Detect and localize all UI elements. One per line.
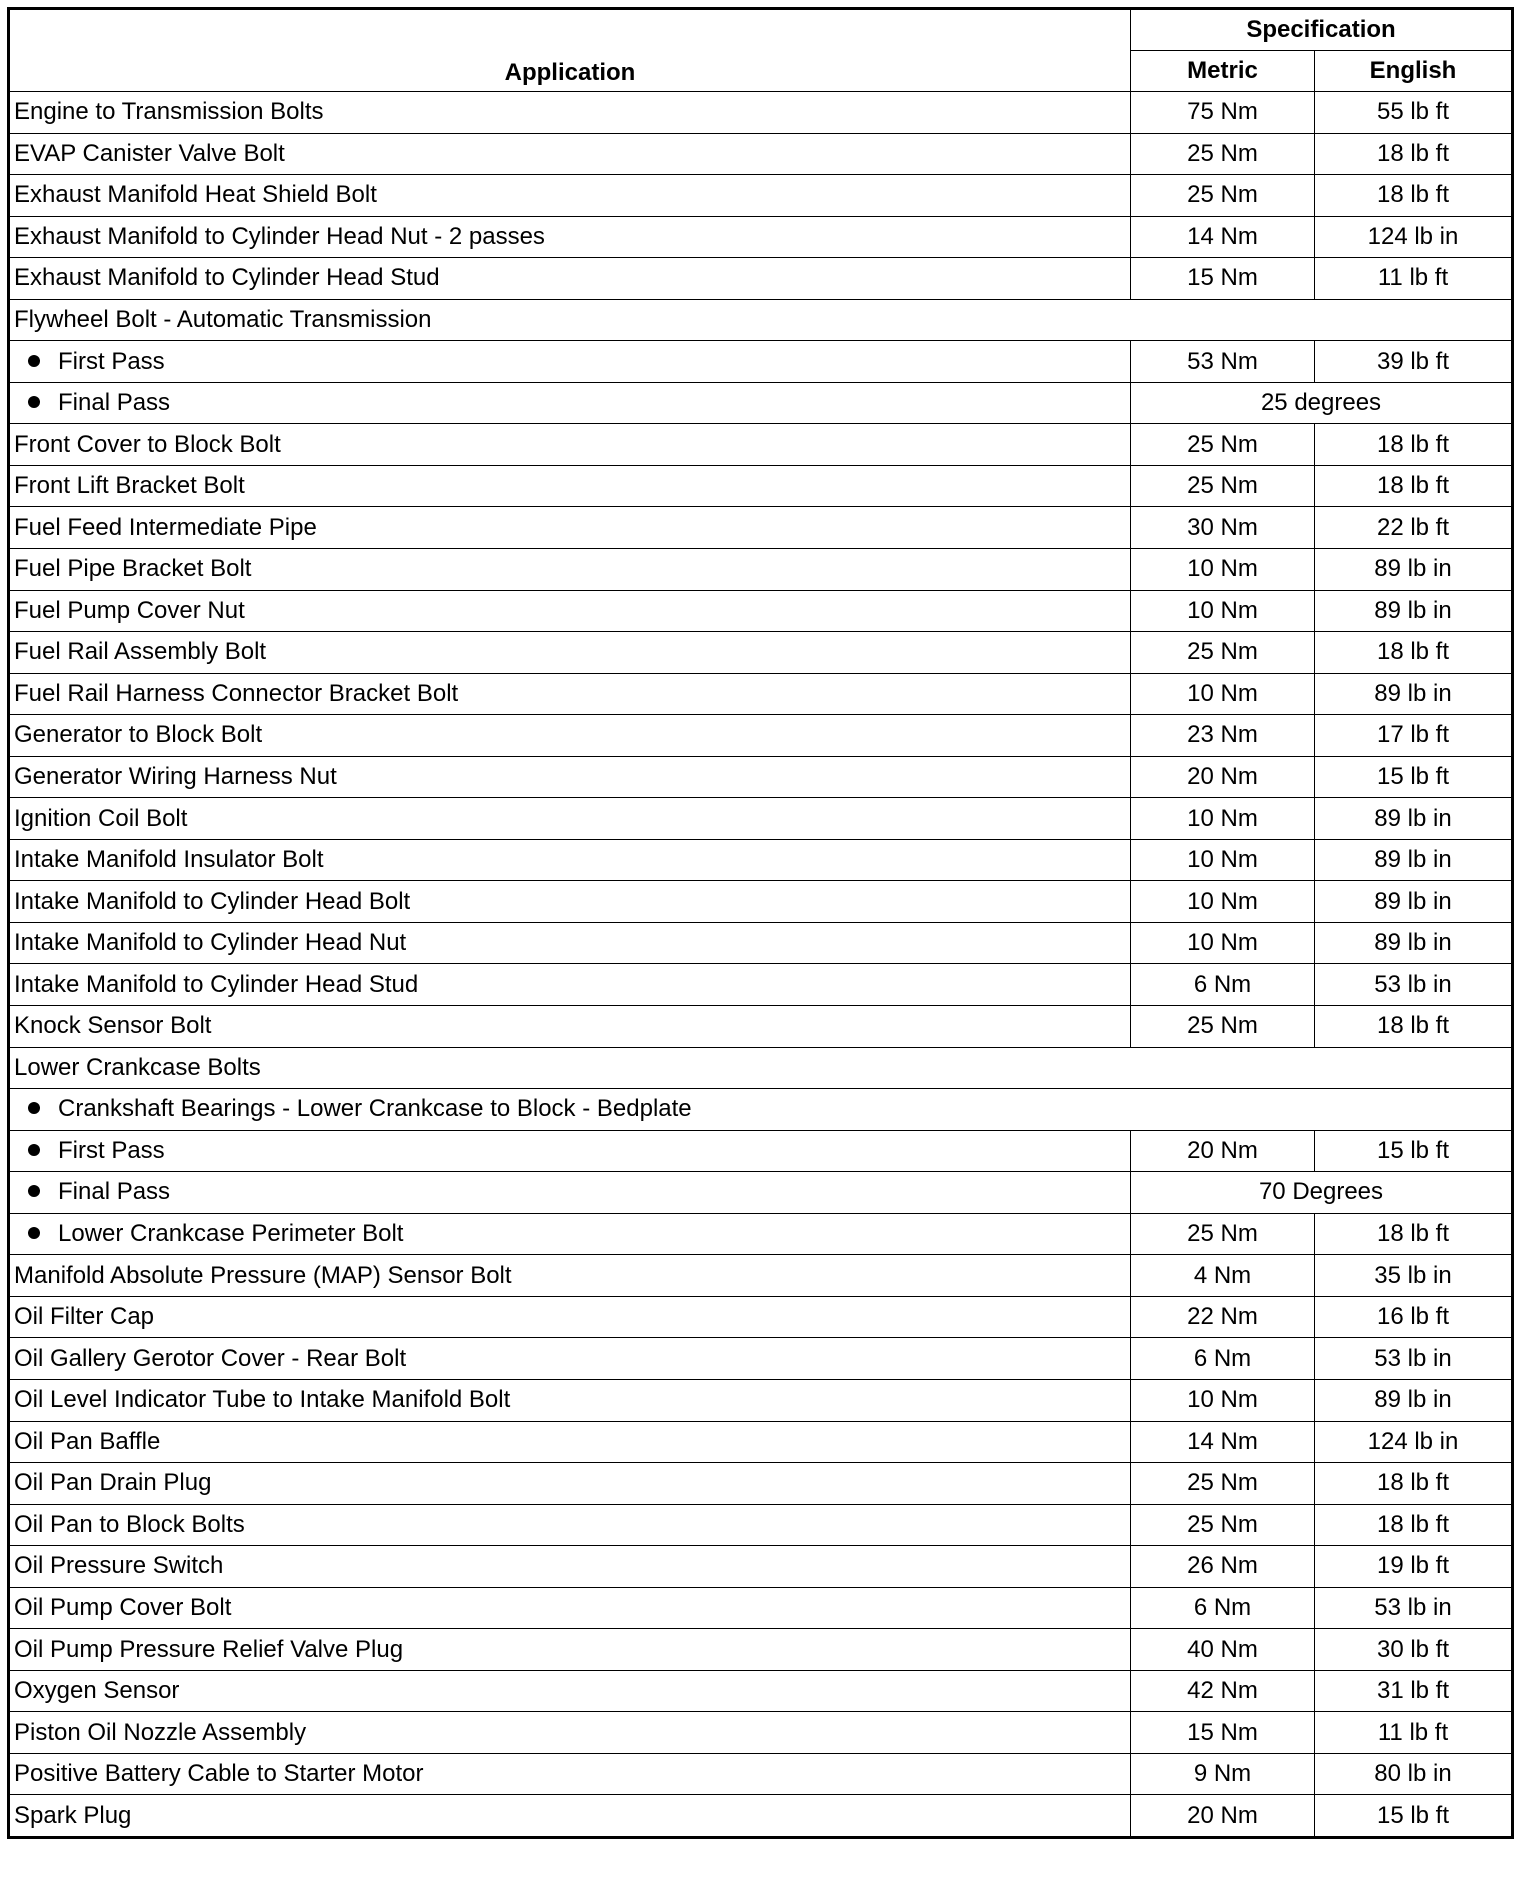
application-cell <box>9 133 1131 175</box>
english-cell: 19 lb ft <box>1315 1546 1513 1588</box>
application-label: First Pass <box>58 1136 165 1164</box>
table-row <box>9 1296 1513 1338</box>
bullet-icon <box>28 1227 40 1239</box>
english-cell: 15 lb ft <box>1315 1130 1513 1172</box>
metric-cell: 25 Nm <box>1131 424 1315 466</box>
application-label: Final Pass <box>58 1178 171 1206</box>
specification-header: Specification <box>1131 9 1513 51</box>
metric-cell: 14 Nm <box>1131 1421 1315 1463</box>
table-row <box>9 133 1513 175</box>
table-body <box>9 92 1513 1838</box>
application-cell <box>9 673 1131 715</box>
metric-cell: 10 Nm <box>1131 673 1315 715</box>
application-cell <box>9 798 1131 840</box>
metric-cell: 9 Nm <box>1131 1753 1315 1795</box>
angle-spec-cell: 70 Degrees <box>1131 1172 1513 1214</box>
application-cell <box>9 1255 1131 1297</box>
application-label: Oil Pump Cover Bolt <box>14 1593 232 1621</box>
application-label: Oil Pan Baffle <box>14 1427 161 1455</box>
application-cell <box>9 1712 1131 1754</box>
application-cell <box>9 1795 1131 1838</box>
table-row <box>9 1421 1513 1463</box>
application-label: Generator to Block Bolt <box>14 721 263 749</box>
application-header: Application <box>9 9 1131 92</box>
metric-cell: 25 Nm <box>1131 175 1315 217</box>
bullet-icon <box>28 1185 40 1197</box>
english-cell: 89 lb in <box>1315 1379 1513 1421</box>
table-row <box>9 1089 1513 1131</box>
torque-spec-table <box>7 7 1514 1839</box>
application-label: First Pass <box>58 347 165 375</box>
table-row <box>9 756 1513 798</box>
bullet-icon <box>28 396 40 408</box>
application-label: Oil Pressure Switch <box>14 1552 224 1580</box>
application-label: Piston Oil Nozzle Assembly <box>14 1718 307 1746</box>
table-row <box>9 382 1513 424</box>
table-row <box>9 507 1513 549</box>
application-cell <box>9 1629 1131 1671</box>
english-cell: 124 lb in <box>1315 1421 1513 1463</box>
table-row <box>9 1130 1513 1172</box>
application-label: Lower Crankcase Perimeter Bolt <box>58 1220 404 1248</box>
english-cell: 17 lb ft <box>1315 715 1513 757</box>
table-row <box>9 299 1513 341</box>
application-label: Front Lift Bracket Bolt <box>14 472 245 500</box>
application-cell <box>9 1130 1131 1172</box>
application-cell <box>9 756 1131 798</box>
application-cell <box>9 1463 1131 1505</box>
english-cell: 11 lb ft <box>1315 1712 1513 1754</box>
application-cell <box>9 1296 1131 1338</box>
application-label: Flywheel Bolt - Automatic Transmission <box>14 306 432 333</box>
table-row <box>9 632 1513 674</box>
application-label: Oil Pan to Block Bolts <box>14 1510 245 1538</box>
metric-cell: 20 Nm <box>1131 756 1315 798</box>
table-row <box>9 922 1513 964</box>
application-label: Fuel Rail Assembly Bolt <box>14 638 267 666</box>
metric-cell: 42 Nm <box>1131 1670 1315 1712</box>
application-cell <box>9 1006 1131 1048</box>
application-cell <box>9 881 1131 923</box>
table-row <box>9 1463 1513 1505</box>
application-cell <box>9 1587 1131 1629</box>
english-cell: 30 lb ft <box>1315 1629 1513 1671</box>
metric-cell: 25 Nm <box>1131 465 1315 507</box>
english-cell: 18 lb ft <box>1315 1463 1513 1505</box>
table-row <box>9 839 1513 881</box>
metric-cell: 20 Nm <box>1131 1130 1315 1172</box>
application-label: Oil Level Indicator Tube to Intake Manifold Bolt <box>14 1386 511 1414</box>
application-cell <box>9 1089 1513 1131</box>
english-cell: 53 lb in <box>1315 1338 1513 1380</box>
application-label: Oil Gallery Gerotor Cover - Rear Bolt <box>14 1344 407 1372</box>
english-cell: 18 lb ft <box>1315 424 1513 466</box>
english-cell: 124 lb in <box>1315 216 1513 258</box>
table-row <box>9 798 1513 840</box>
application-label: Fuel Rail Harness Connector Bracket Bolt <box>14 679 459 707</box>
application-label: Oxygen Sensor <box>14 1677 180 1705</box>
table-row <box>9 1546 1513 1588</box>
metric-cell: 10 Nm <box>1131 549 1315 591</box>
table-row <box>9 590 1513 632</box>
application-label: Front Cover to Block Bolt <box>14 430 281 458</box>
table-row <box>9 1795 1513 1838</box>
metric-cell: 75 Nm <box>1131 92 1315 134</box>
english-cell: 15 lb ft <box>1315 1795 1513 1838</box>
metric-cell: 14 Nm <box>1131 216 1315 258</box>
english-cell: 39 lb ft <box>1315 341 1513 383</box>
english-cell: 18 lb ft <box>1315 632 1513 674</box>
table-row <box>9 424 1513 466</box>
english-cell: 18 lb ft <box>1315 1213 1513 1255</box>
metric-cell: 53 Nm <box>1131 341 1315 383</box>
table-row <box>9 1712 1513 1754</box>
application-cell <box>9 175 1131 217</box>
application-cell <box>9 715 1131 757</box>
application-cell <box>9 258 1131 300</box>
angle-spec-cell: 25 degrees <box>1131 382 1513 424</box>
application-label: Oil Pump Pressure Relief Valve Plug <box>14 1635 404 1663</box>
english-cell: 11 lb ft <box>1315 258 1513 300</box>
metric-cell: 10 Nm <box>1131 922 1315 964</box>
application-cell <box>9 1546 1131 1588</box>
application-cell <box>9 1753 1131 1795</box>
table-row <box>9 1379 1513 1421</box>
table-row <box>9 881 1513 923</box>
application-cell <box>9 341 1131 383</box>
application-cell <box>9 1172 1131 1214</box>
english-cell: 22 lb ft <box>1315 507 1513 549</box>
english-cell: 53 lb in <box>1315 1587 1513 1629</box>
application-label: Exhaust Manifold to Cylinder Head Nut - 2 passes <box>14 222 545 250</box>
application-cell <box>9 922 1131 964</box>
application-cell <box>9 507 1131 549</box>
header-row-top <box>9 9 1513 51</box>
table-row <box>9 1753 1513 1795</box>
english-cell: 18 lb ft <box>1315 133 1513 175</box>
application-label: Knock Sensor Bolt <box>14 1012 212 1040</box>
application-label: Intake Manifold to Cylinder Head Stud <box>14 970 419 998</box>
metric-cell: 25 Nm <box>1131 632 1315 674</box>
table-row <box>9 92 1513 134</box>
english-cell: 80 lb in <box>1315 1753 1513 1795</box>
application-cell <box>9 1421 1131 1463</box>
application-label: Intake Manifold Insulator Bolt <box>14 846 324 874</box>
application-label: Lower Crankcase Bolts <box>14 1053 261 1081</box>
application-cell <box>9 839 1131 881</box>
application-cell <box>9 1338 1131 1380</box>
metric-cell: 25 Nm <box>1131 1504 1315 1546</box>
english-cell: 15 lb ft <box>1315 756 1513 798</box>
table-row <box>9 465 1513 507</box>
table-row <box>9 1213 1513 1255</box>
application-label: Oil Filter Cap <box>14 1303 155 1331</box>
metric-cell: 30 Nm <box>1131 507 1315 549</box>
table-row <box>9 1587 1513 1629</box>
application-cell <box>9 1047 1513 1089</box>
application-cell <box>9 382 1131 424</box>
bullet-icon <box>28 1144 40 1156</box>
english-cell: 89 lb in <box>1315 922 1513 964</box>
english-cell: 89 lb in <box>1315 549 1513 591</box>
application-label: Spark Plug <box>14 1801 132 1829</box>
application-label: Intake Manifold to Cylinder Head Bolt <box>14 887 411 915</box>
metric-cell: 10 Nm <box>1131 881 1315 923</box>
table-row <box>9 549 1513 591</box>
english-cell: 35 lb in <box>1315 1255 1513 1297</box>
application-label: Crankshaft Bearings - Lower Crankcase to Block - Bedplate <box>58 1095 692 1123</box>
application-cell <box>9 1670 1131 1712</box>
english-cell: 89 lb in <box>1315 673 1513 715</box>
application-label: Generator Wiring Harness Nut <box>14 763 337 791</box>
metric-cell: 6 Nm <box>1131 964 1315 1006</box>
metric-cell: 26 Nm <box>1131 1546 1315 1588</box>
application-label: Ignition Coil Bolt <box>14 804 188 832</box>
table-row <box>9 715 1513 757</box>
application-label: Manifold Absolute Pressure (MAP) Sensor Bolt <box>14 1261 512 1289</box>
application-cell <box>9 299 1513 341</box>
english-cell: 55 lb ft <box>1315 92 1513 134</box>
metric-cell: 22 Nm <box>1131 1296 1315 1338</box>
application-cell <box>9 1213 1131 1255</box>
application-cell <box>9 590 1131 632</box>
table-row <box>9 673 1513 715</box>
table-row <box>9 1338 1513 1380</box>
application-cell <box>9 92 1131 134</box>
metric-header: Metric <box>1131 51 1315 92</box>
metric-cell: 6 Nm <box>1131 1338 1315 1380</box>
english-cell: 18 lb ft <box>1315 175 1513 217</box>
application-cell <box>9 1504 1131 1546</box>
application-cell <box>9 632 1131 674</box>
metric-cell: 6 Nm <box>1131 1587 1315 1629</box>
application-label: Fuel Pipe Bracket Bolt <box>14 555 252 583</box>
metric-cell: 25 Nm <box>1131 133 1315 175</box>
metric-cell: 20 Nm <box>1131 1795 1315 1838</box>
application-cell <box>9 1379 1131 1421</box>
table-row <box>9 216 1513 258</box>
application-label: Positive Battery Cable to Starter Motor <box>14 1760 424 1788</box>
application-cell <box>9 216 1131 258</box>
english-cell: 89 lb in <box>1315 798 1513 840</box>
english-cell: 18 lb ft <box>1315 465 1513 507</box>
table-row <box>9 1504 1513 1546</box>
metric-cell: 10 Nm <box>1131 798 1315 840</box>
metric-cell: 40 Nm <box>1131 1629 1315 1671</box>
application-label: Engine to Transmission Bolts <box>14 98 324 126</box>
english-cell: 31 lb ft <box>1315 1670 1513 1712</box>
table-row <box>9 1670 1513 1712</box>
table-row <box>9 1006 1513 1048</box>
table-row <box>9 341 1513 383</box>
metric-cell: 25 Nm <box>1131 1213 1315 1255</box>
english-cell: 89 lb in <box>1315 590 1513 632</box>
metric-cell: 10 Nm <box>1131 839 1315 881</box>
metric-cell: 10 Nm <box>1131 1379 1315 1421</box>
metric-cell: 23 Nm <box>1131 715 1315 757</box>
application-cell <box>9 549 1131 591</box>
metric-cell: 25 Nm <box>1131 1463 1315 1505</box>
english-header: English <box>1315 51 1513 92</box>
metric-cell: 25 Nm <box>1131 1006 1315 1048</box>
table-row <box>9 1172 1513 1214</box>
application-label: Fuel Pump Cover Nut <box>14 596 245 624</box>
application-label: Oil Pan Drain Plug <box>14 1469 212 1497</box>
bullet-icon <box>28 1102 40 1114</box>
application-label: EVAP Canister Valve Bolt <box>14 139 285 167</box>
metric-cell: 15 Nm <box>1131 258 1315 300</box>
metric-cell: 10 Nm <box>1131 590 1315 632</box>
application-label: Fuel Feed Intermediate Pipe <box>14 513 317 541</box>
table-row <box>9 1629 1513 1671</box>
metric-cell: 15 Nm <box>1131 1712 1315 1754</box>
application-cell <box>9 465 1131 507</box>
table-row <box>9 1255 1513 1297</box>
table-row <box>9 175 1513 217</box>
application-cell <box>9 424 1131 466</box>
table-row <box>9 258 1513 300</box>
application-cell <box>9 964 1131 1006</box>
english-cell: 16 lb ft <box>1315 1296 1513 1338</box>
application-label: Final Pass <box>58 389 171 417</box>
application-label: Exhaust Manifold Heat Shield Bolt <box>14 181 377 209</box>
english-cell: 89 lb in <box>1315 881 1513 923</box>
application-label: Intake Manifold to Cylinder Head Nut <box>14 929 407 957</box>
metric-cell: 4 Nm <box>1131 1255 1315 1297</box>
bullet-icon <box>28 355 40 367</box>
english-cell: 53 lb in <box>1315 964 1513 1006</box>
english-cell: 18 lb ft <box>1315 1504 1513 1546</box>
application-label: Exhaust Manifold to Cylinder Head Stud <box>14 264 440 292</box>
table-row <box>9 964 1513 1006</box>
table-row <box>9 1047 1513 1089</box>
english-cell: 89 lb in <box>1315 839 1513 881</box>
english-cell: 18 lb ft <box>1315 1006 1513 1048</box>
